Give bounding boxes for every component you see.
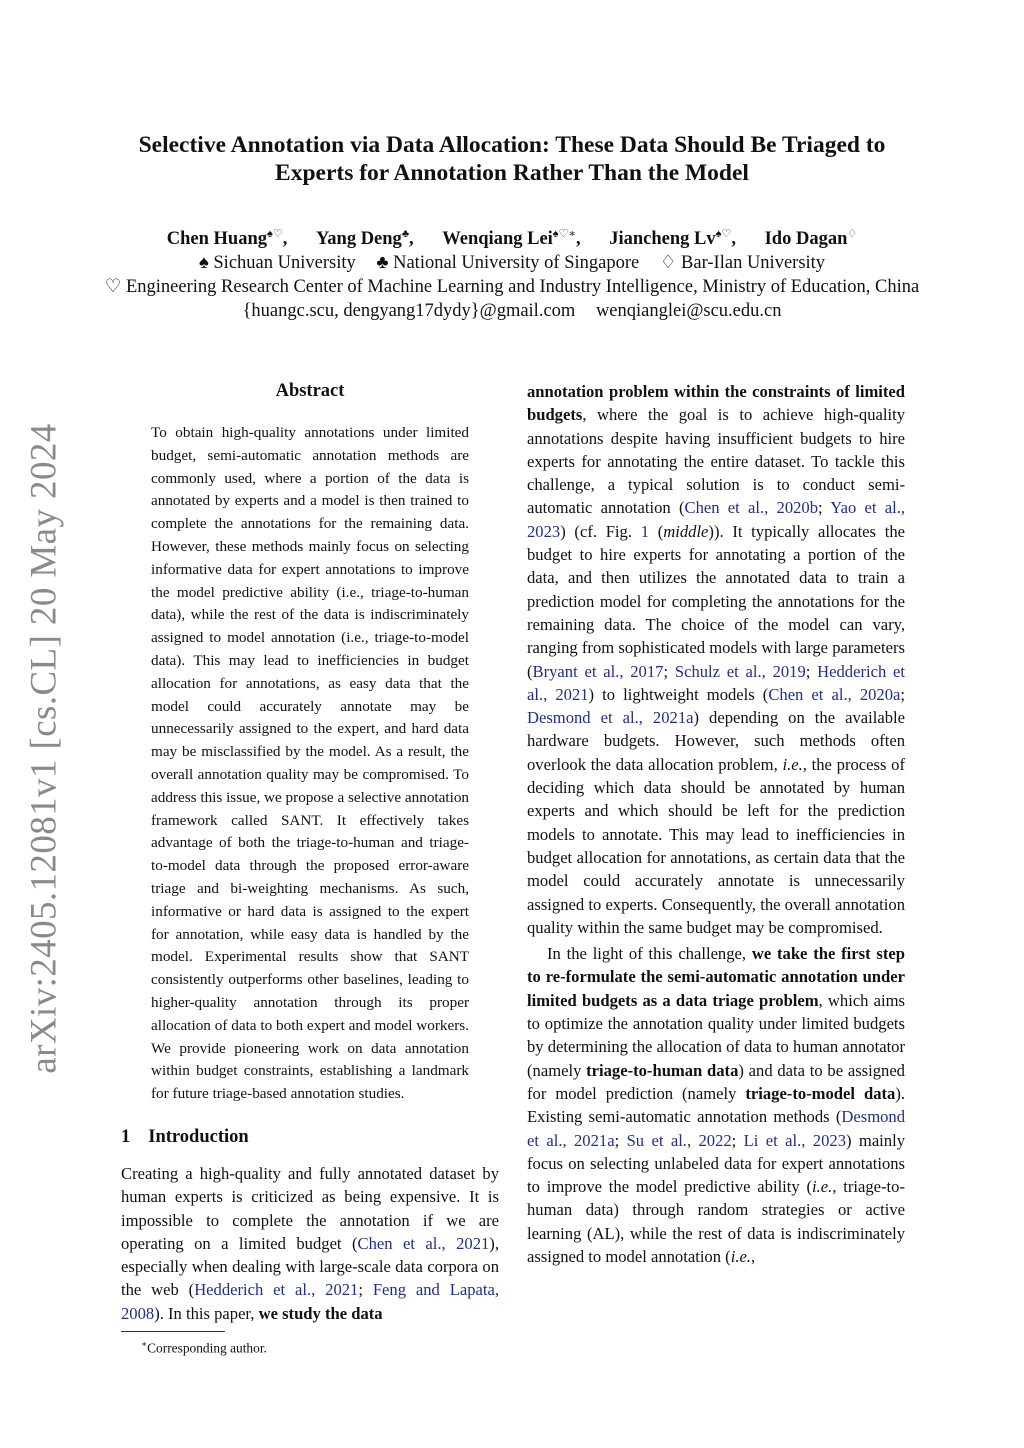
left-column bbox=[121, 380, 499, 1357]
citation-link[interactable]: Su et al., 2022 bbox=[626, 1130, 732, 1150]
section-heading-introduction bbox=[121, 1126, 499, 1148]
title-line-1: Selective Annotation via Data Allocation: These Data Should Be Triaged to bbox=[138, 132, 886, 158]
intro-paragraph-continued: annotation problem within the constraints of limited budgets, where the goal is to achieve high-quality annotations despite having insufficient budgets to hire experts for annotating the entire dataset. To tackle this challenge, a typical solution is to conduct semi-automatic annotation (Chen et al., 2020b; Yao et al., 2023) (cf. Fig. 1 (middle)). It typically allocates the budget to hire experts for annotating a portion of the data, and then utilizes the annotated data to train a prediction model for completing the annotations for the remaining data. The choice of the model can vary, ranging from sophisticated models with large parameters (Bryant et al., 2017; Schulz et al., 2019; Hedderich et al., 2021) to lightweight models (Chen et al., 2020a; Desmond et al., 2021a) depending on the available hardware budgets. However, such methods often overlook the data allocation problem, i.e., the process of deciding which data should be annotated by human experts and which should be left for the prediction models to annotate. This may lead to inefficiencies in budget allocation for annotations, as certain data that the model could accurately annotate is unnecessarily assigned to experts. Consequently, the overall annotation quality within the same budget may be compromised. bbox=[527, 382, 906, 937]
citation-link[interactable]: Chen et al., 2020b bbox=[684, 498, 819, 518]
citation-link[interactable]: Yao et al., 2023 bbox=[527, 498, 905, 541]
author-1: Chen Huang♠♡, bbox=[166, 228, 288, 250]
author-3: Wenqiang Lei♠♡∗, bbox=[442, 228, 581, 250]
footnote-divider bbox=[121, 1331, 225, 1332]
affiliation-bar-ilan: ♢ Bar-Ilan University bbox=[659, 253, 826, 274]
arxiv-watermark: arXiv:2405.12081v1 [cs.CL] 20 May 2024 bbox=[23, 422, 65, 1074]
citation-link[interactable]: Bryant et al., 2017 bbox=[532, 661, 664, 681]
author-5: Ido Dagan♢ bbox=[764, 228, 858, 250]
section-title: Introduction bbox=[148, 1126, 249, 1147]
citation-link[interactable]: Schulz et al., 2019 bbox=[674, 661, 806, 681]
author-4: Jiancheng Lv♠♡, bbox=[609, 228, 736, 250]
author-2: Yang Deng♣, bbox=[315, 228, 414, 250]
citation-link[interactable]: Desmond et al., 2021a bbox=[527, 1107, 905, 1150]
citation-link[interactable]: Li et al., 2023 bbox=[743, 1130, 846, 1150]
abstract-text: To obtain high-quality annotations under limited budget, semi-automatic annotation methods are commonly used, where a portion of the data is annotated by experts and a model is then trained to complete the annotations for the remaining data. However, these methods mainly focus on selecting informative data for expert annotations to improve the model predictive ability (i.e., triage-to-human data), while the rest of the data is indiscriminately assigned to model annotation (i.e., triage-to-model data). This may lead to inefficiencies in budget allocation for annotations, as easy data that the model could accurately annotate may be unnecessarily assigned to the expert, and hard data may be misclassified by the model. As a result, the overall annotation quality may be compromised. To address this issue, we propose a selective annotation framework called SANT. It effectively takes advantage of both the triage-to-human and triage-to-model data through the proposed error-aware triage and bi-weighting mechanisms. As such, informative or hard data is assigned to the expert for annotation, while easy data is handled by the model. Experimental results show that SANT consistently outperforms other baselines, leading to higher-quality annotation through its proper allocation of data to both expert and model workers. We provide pioneering work on data annotation within budget constraints, establishing a landmark for future triage-based annotation studies. bbox=[151, 424, 470, 1103]
citation-link[interactable]: Chen et al., 2020a bbox=[768, 684, 901, 704]
citation-link[interactable]: Feng and Lapata, 2008 bbox=[121, 1280, 499, 1323]
right-column bbox=[527, 380, 905, 1268]
citation-link[interactable]: Hedderich et al., 2021 bbox=[527, 661, 906, 704]
author-block bbox=[40, 222, 984, 323]
affiliation-line-2: ♡ Engineering Research Center of Machine Learning and Industry Intelligence, Ministry of Education, China bbox=[104, 277, 920, 298]
affiliation-line-1 bbox=[40, 251, 984, 275]
citation-link[interactable]: Desmond et al., 2021a bbox=[527, 708, 694, 728]
section-number: 1 bbox=[121, 1126, 131, 1147]
footnote: ∗Corresponding author. bbox=[141, 1338, 267, 1356]
title-line-2: Experts for Annotation Rather Than the Model bbox=[275, 160, 749, 186]
email-2: wenqianglei@scu.edu.cn bbox=[595, 301, 782, 322]
intro-paragraph: Creating a high-quality and fully annotated dataset by human experts is criticized as being expensive. It is impossible to complete the annotation if we are operating on a limited budget (Chen et al., 2021), especially when dealing with large-scale data corpora on the web (Hedderich et al., 2021; Feng and Lapata, 2008). In this paper, we study the data bbox=[121, 1163, 499, 1323]
affiliation-sichuan: ♠ Sichuan University bbox=[198, 253, 356, 274]
citation-link[interactable]: Hedderich et al., 2021 bbox=[194, 1280, 359, 1300]
abstract-heading: Abstract bbox=[275, 381, 345, 401]
intro-paragraph-2: In the light of this challenge, we take the first step to re-formulate the semi-automatic annotation under limited budgets as a data triage problem, which aims to optimize the annotation quality under limited budgets by determining the allocation of data to human annotator (namely triage-to-human data) and data to be assigned for model prediction (namely triage-to-model data). Existing semi-automatic annotation methods (Desmond et al., 2021a; Su et al., 2022; Li et al., 2023) mainly focus on selecting unlabeled data for expert annotations to improve the model predictive ability (i.e., triage-to-human data) through random strategies or active learning (AL), while the rest of data is indiscriminately assigned to model annotation (i.e., bbox=[527, 944, 906, 1266]
citation-link[interactable]: Chen et al., 2021 bbox=[357, 1233, 490, 1253]
author-names bbox=[40, 222, 984, 251]
paper-title bbox=[80, 131, 944, 187]
affiliation-nus: ♣ National University of Singapore bbox=[376, 253, 640, 274]
email-1: {huangc.scu, dengyang17dydy}@gmail.com bbox=[242, 301, 576, 322]
figure-ref-link[interactable]: 1 bbox=[640, 521, 649, 541]
author-emails bbox=[40, 299, 984, 323]
